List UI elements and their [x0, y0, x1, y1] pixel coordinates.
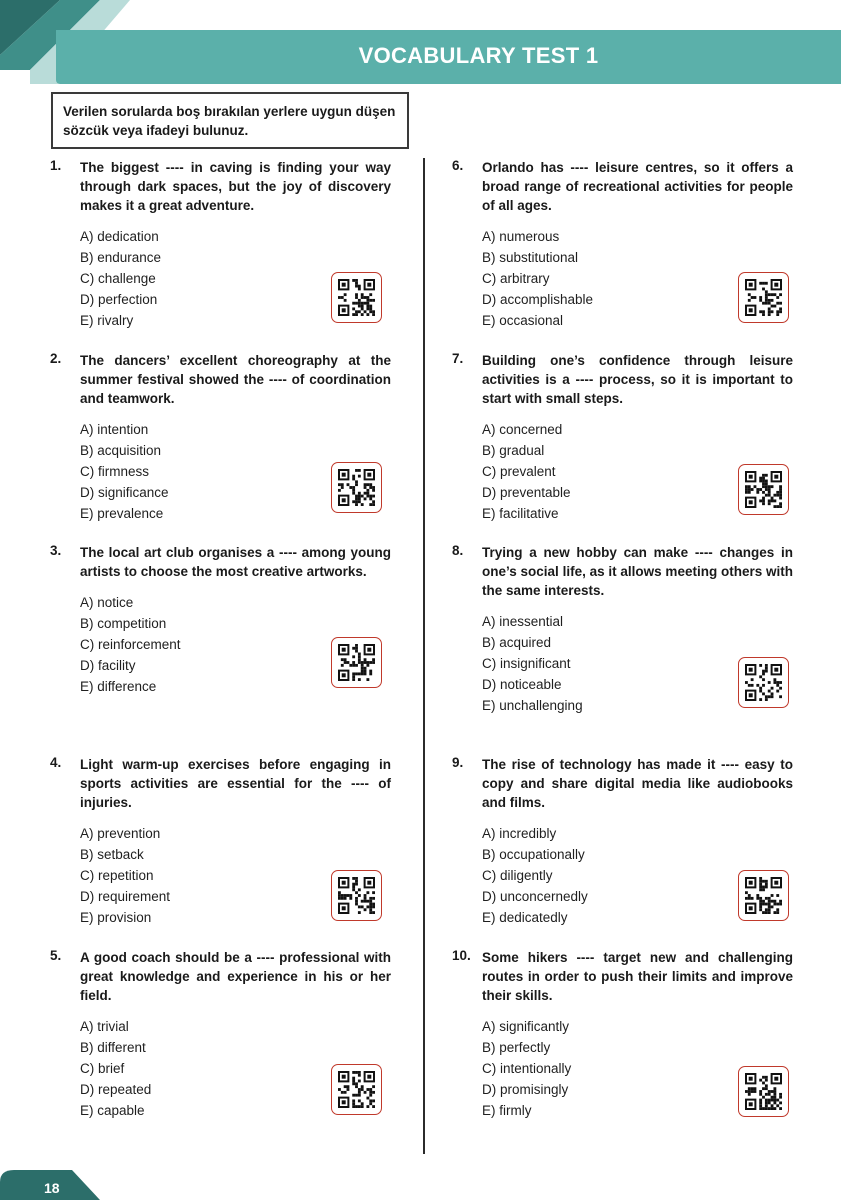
option-a[interactable]: A) inessential	[482, 614, 564, 629]
option-b[interactable]: B) different	[80, 1040, 146, 1055]
qr-code-icon[interactable]	[331, 1064, 382, 1115]
question-number: 1.	[50, 158, 62, 173]
question-text: Trying a new hobby can make ---- changes in one’s social life, as it allows meeting others with the same interests.	[482, 545, 793, 598]
option-b[interactable]: B) substitutional	[482, 250, 579, 265]
option-c[interactable]: C) arbitrary	[482, 271, 550, 286]
option-e[interactable]: E) dedicatedly	[482, 910, 568, 925]
question-number: 6.	[452, 158, 464, 173]
qr-code-icon[interactable]	[331, 637, 382, 688]
option-b[interactable]: B) gradual	[482, 443, 545, 458]
header-band	[56, 30, 841, 84]
option-c[interactable]: C) prevalent	[482, 464, 556, 479]
option-c[interactable]: C) repetition	[80, 868, 154, 883]
option-b[interactable]: B) acquired	[482, 635, 552, 650]
question-text: A good coach should be a ---- professional with great knowledge and experience in his or her field.	[80, 950, 391, 1003]
question-number: 2.	[50, 351, 62, 366]
option-e[interactable]: E) difference	[80, 679, 157, 694]
option-d[interactable]: D) accomplishable	[482, 292, 594, 307]
option-a[interactable]: A) numerous	[482, 229, 560, 244]
instructions-box: Verilen sorularda boş bırakılan yerlere uygun düşen sözcük veya ifadeyi bulunuz.	[51, 92, 409, 149]
option-a[interactable]: A) trivial	[80, 1019, 129, 1034]
question-number: 5.	[50, 948, 62, 963]
option-a[interactable]: A) intention	[80, 422, 149, 437]
option-a[interactable]: A) concerned	[482, 422, 563, 437]
question-text: The biggest ---- in caving is finding your way through dark spaces, but the joy of discovery makes it a great adventure.	[80, 160, 391, 213]
question-number: 4.	[50, 755, 62, 770]
option-d[interactable]: D) facility	[80, 658, 136, 673]
option-e[interactable]: E) firmly	[482, 1103, 532, 1118]
question-number: 8.	[452, 543, 464, 558]
option-d[interactable]: D) unconcernedly	[482, 889, 588, 904]
question-text: Building one’s confidence through leisure activities is a ---- process, so it is important to start with small steps.	[482, 353, 793, 406]
option-c[interactable]: C) insignificant	[482, 656, 571, 671]
option-a[interactable]: A) significantly	[482, 1019, 570, 1034]
option-d[interactable]: D) preventable	[482, 485, 571, 500]
question-number: 7.	[452, 351, 464, 366]
column-divider	[423, 158, 425, 1154]
question-number: 3.	[50, 543, 62, 558]
option-e[interactable]: E) unchallenging	[482, 698, 583, 713]
option-a[interactable]: A) prevention	[80, 826, 161, 841]
qr-code-icon[interactable]	[331, 462, 382, 513]
question-number: 10.	[452, 948, 471, 963]
qr-code-icon[interactable]	[331, 870, 382, 921]
option-e[interactable]: E) facilitative	[482, 506, 559, 521]
question-text: Light warm-up exercises before engaging in sports activities are essential for the ---- of injuries.	[80, 757, 391, 810]
qr-code-icon[interactable]	[738, 272, 789, 323]
question-text: The rise of technology has made it ---- easy to copy and share digital media like audiobooks and films.	[482, 757, 793, 810]
qr-code-icon[interactable]	[738, 464, 789, 515]
question-text: Orlando has ---- leisure centres, so it offers a broad range of recreational activities for people of all ages.	[482, 160, 793, 213]
page-title: VOCABULARY TEST 1	[358, 43, 599, 68]
option-c[interactable]: C) challenge	[80, 271, 156, 286]
qr-code-icon[interactable]	[738, 657, 789, 708]
option-e[interactable]: E) occasional	[482, 313, 564, 328]
option-e[interactable]: E) prevalence	[80, 506, 164, 521]
option-d[interactable]: D) significance	[80, 485, 169, 500]
option-b[interactable]: B) competition	[80, 616, 167, 631]
option-c[interactable]: C) diligently	[482, 868, 553, 883]
qr-code-icon[interactable]	[331, 272, 382, 323]
option-b[interactable]: B) endurance	[80, 250, 162, 265]
option-a[interactable]: A) incredibly	[482, 826, 557, 841]
page-number: 18	[44, 1180, 60, 1196]
question-text: Some hikers ---- target new and challenging routes in order to push their limits and improve their skills.	[482, 950, 793, 1003]
option-c[interactable]: C) intentionally	[482, 1061, 572, 1076]
option-b[interactable]: B) occupationally	[482, 847, 585, 862]
option-b[interactable]: B) acquisition	[80, 443, 162, 458]
question-text: The local art club organises a ---- among young artists to choose the most creative artworks.	[80, 545, 391, 579]
option-d[interactable]: D) noticeable	[482, 677, 562, 692]
option-a[interactable]: A) dedication	[80, 229, 159, 244]
question-text: The dancers’ excellent choreography at the summer festival showed the ---- of coordination and teamwork.	[80, 353, 391, 406]
option-c[interactable]: C) reinforcement	[80, 637, 181, 652]
option-a[interactable]: A) notice	[80, 595, 134, 610]
option-d[interactable]: D) repeated	[80, 1082, 152, 1097]
option-d[interactable]: D) promisingly	[482, 1082, 569, 1097]
option-b[interactable]: B) setback	[80, 847, 144, 862]
option-d[interactable]: D) perfection	[80, 292, 158, 307]
question-number: 9.	[452, 755, 464, 770]
option-d[interactable]: D) requirement	[80, 889, 171, 904]
option-c[interactable]: C) firmness	[80, 464, 150, 479]
qr-code-icon[interactable]	[738, 870, 789, 921]
option-e[interactable]: E) provision	[80, 910, 152, 925]
option-e[interactable]: E) capable	[80, 1103, 145, 1118]
option-c[interactable]: C) brief	[80, 1061, 125, 1076]
option-e[interactable]: E) rivalry	[80, 313, 134, 328]
option-b[interactable]: B) perfectly	[482, 1040, 551, 1055]
qr-code-icon[interactable]	[738, 1066, 789, 1117]
